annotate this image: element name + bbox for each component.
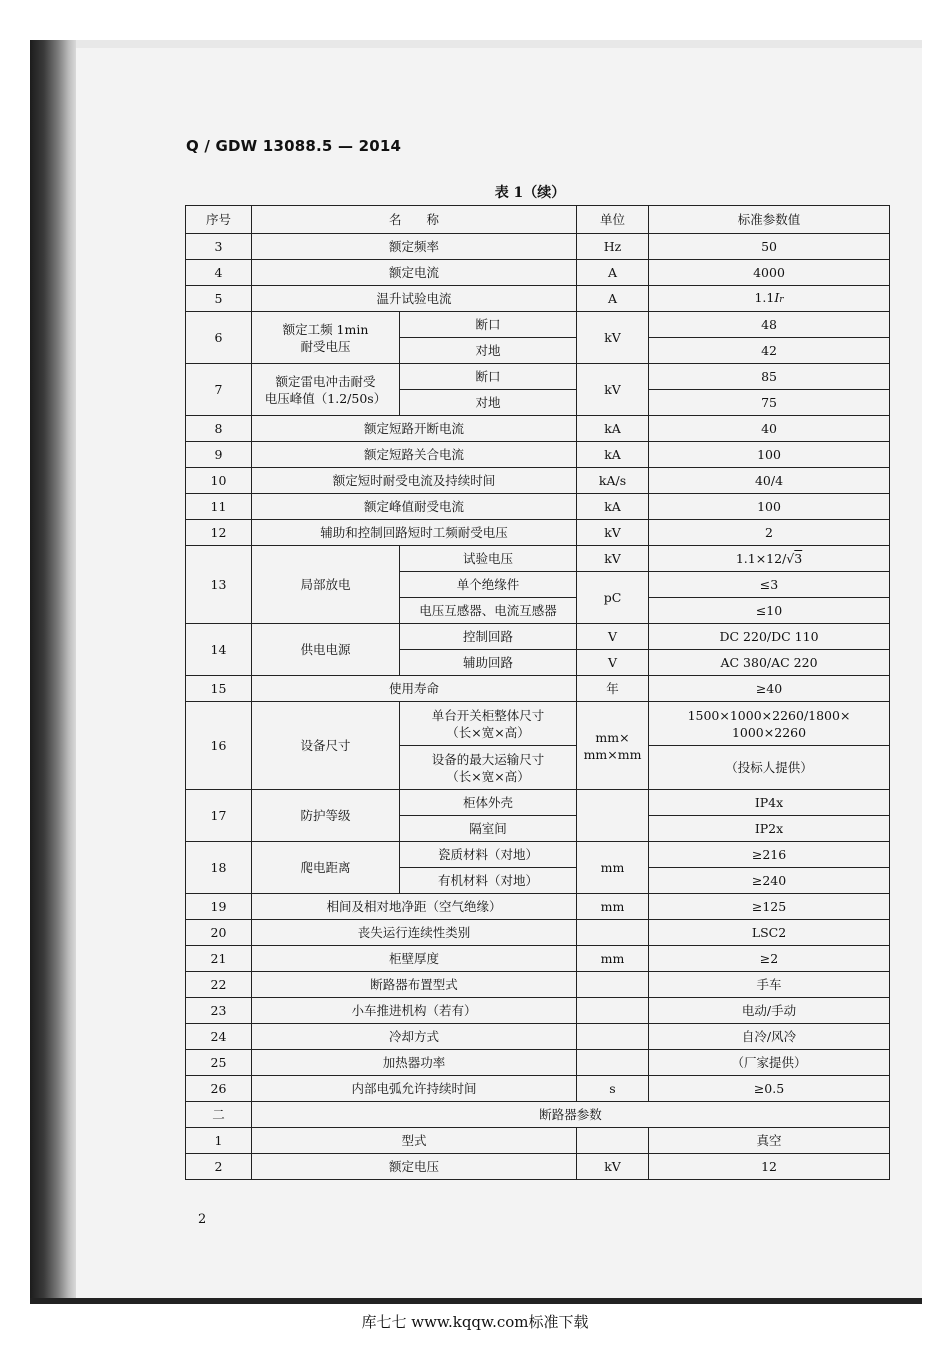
cell-value [649, 546, 890, 572]
sqrt-sign: √ [786, 551, 795, 566]
cell-name: 设备尺寸 [252, 702, 400, 790]
value-subscript: r [779, 294, 784, 305]
cell-value: ≥40 [649, 676, 890, 702]
cell-seq: 20 [186, 920, 252, 946]
cell-seq: 3 [186, 234, 252, 260]
cell-name: 丧失运行连续性类别 [252, 920, 577, 946]
subname-line: 设备的最大运输尺寸 [431, 751, 545, 767]
table-row [186, 624, 890, 650]
cell-name: 爬电距离 [252, 842, 400, 894]
cell-name: 额定峰值耐受电流 [252, 494, 577, 520]
cell-name: 额定频率 [252, 234, 577, 260]
cell-subname: 控制回路 [400, 624, 577, 650]
cell-seq: 2 [186, 1154, 252, 1180]
table-row [186, 998, 890, 1024]
name-line: 额定工频 1min [282, 321, 369, 337]
cell-seq: 21 [186, 946, 252, 972]
cell-name: 内部电弧允许持续时间 [252, 1076, 577, 1102]
cell-seq: 10 [186, 468, 252, 494]
name-line: 额定雷电冲击耐受 [275, 373, 376, 389]
cell-name: 额定短时耐受电流及持续时间 [252, 468, 577, 494]
table-header-row [186, 206, 890, 234]
cell-seq: 9 [186, 442, 252, 468]
cell-subname: 辅助回路 [400, 650, 577, 676]
cell-seq: 16 [186, 702, 252, 790]
cell-seq: 11 [186, 494, 252, 520]
sqrt-radicand: 3 [794, 551, 803, 566]
cell-value: （厂家提供） [649, 1050, 890, 1076]
value-text: 1.1×12/ [735, 551, 787, 566]
cell-seq: 12 [186, 520, 252, 546]
cell-subname: 对地 [400, 390, 577, 416]
cell-value: 4000 [649, 260, 890, 286]
cell-name: 额定短路关合电流 [252, 442, 577, 468]
cell-name: 额定短路开断电流 [252, 416, 577, 442]
cell-unit: kV [577, 1154, 649, 1180]
section-row [186, 1102, 890, 1128]
cell-name [252, 312, 400, 364]
cell-value: 48 [649, 312, 890, 338]
cell-unit: kA/s [577, 468, 649, 494]
cell-unit: kV [577, 364, 649, 416]
cell-subname: 柜体外壳 [400, 790, 577, 816]
cell-unit [577, 702, 649, 790]
cell-value: （投标人提供） [649, 746, 890, 790]
cell-seq: 15 [186, 676, 252, 702]
cell-value: ≤10 [649, 598, 890, 624]
subname-line: （长×宽×高） [446, 768, 530, 784]
cell-subname: 隔室间 [400, 816, 577, 842]
cell-subname: 断口 [400, 364, 577, 390]
table-caption [0, 182, 950, 202]
standard-code: Q / GDW 13088.5 — 2014 [186, 137, 402, 155]
table-row [186, 234, 890, 260]
table-row [186, 1050, 890, 1076]
col-name: 名 称 [252, 206, 577, 234]
cell-unit: s [577, 1076, 649, 1102]
table-row [186, 442, 890, 468]
cell-value: 真空 [649, 1128, 890, 1154]
table-row [186, 790, 890, 816]
cell-name: 断路器布置型式 [252, 972, 577, 998]
cell-name: 供电电源 [252, 624, 400, 676]
cell-value: 100 [649, 494, 890, 520]
cell-unit: pC [577, 572, 649, 624]
cell-value [649, 702, 890, 746]
cell-seq: 4 [186, 260, 252, 286]
cell-seq: 1 [186, 1128, 252, 1154]
cell-value: 50 [649, 234, 890, 260]
table-row [186, 312, 890, 338]
cell-name: 额定电流 [252, 260, 577, 286]
cell-value: 12 [649, 1154, 890, 1180]
table-row [186, 894, 890, 920]
cell-unit [577, 1050, 649, 1076]
cell-subname: 对地 [400, 338, 577, 364]
cell-name: 使用寿命 [252, 676, 577, 702]
cell-seq: 22 [186, 972, 252, 998]
section-title: 断路器参数 [252, 1102, 890, 1128]
footer-text: 库七七 www.kqqw.com标准下载 [361, 1313, 589, 1331]
cell-subname: 瓷质材料（对地） [400, 842, 577, 868]
cell-unit: Hz [577, 234, 649, 260]
cell-value: ≥240 [649, 868, 890, 894]
cell-value: IP2x [649, 816, 890, 842]
cell-value: ≥0.5 [649, 1076, 890, 1102]
cell-seq: 23 [186, 998, 252, 1024]
cell-value: 100 [649, 442, 890, 468]
cell-unit [577, 1128, 649, 1154]
table-row [186, 286, 890, 312]
unit-line: mm×mm [583, 746, 642, 762]
cell-unit: kA [577, 442, 649, 468]
cell-value: DC 220/DC 110 [649, 624, 890, 650]
cell-seq: 13 [186, 546, 252, 624]
table-row [186, 842, 890, 868]
value-line: 1500×1000×2260/1800× [687, 707, 851, 723]
cell-value: AC 380/AC 220 [649, 650, 890, 676]
page-bottom-edge [30, 1298, 922, 1304]
cell-unit: kA [577, 416, 649, 442]
cell-value: ≥216 [649, 842, 890, 868]
cell-subname [400, 746, 577, 790]
cell-seq: 二 [186, 1102, 252, 1128]
cell-unit [577, 790, 649, 842]
cell-seq: 17 [186, 790, 252, 842]
cell-name: 额定电压 [252, 1154, 577, 1180]
table-row [186, 1024, 890, 1050]
cell-value: 电动/手动 [649, 998, 890, 1024]
cell-seq: 6 [186, 312, 252, 364]
cell-unit [577, 972, 649, 998]
table-row [186, 946, 890, 972]
cell-unit: mm [577, 946, 649, 972]
cell-name: 小车推进机构（若有） [252, 998, 577, 1024]
cell-subname: 有机材料（对地） [400, 868, 577, 894]
table-row [186, 468, 890, 494]
value-line: 1000×2260 [731, 724, 807, 740]
book-spine-shadow [30, 40, 76, 1302]
cell-unit: A [577, 260, 649, 286]
col-unit: 单位 [577, 206, 649, 234]
cell-name: 冷却方式 [252, 1024, 577, 1050]
cell-subname: 单个绝缘件 [400, 572, 577, 598]
cell-unit: mm [577, 842, 649, 894]
cell-unit: kV [577, 520, 649, 546]
col-value: 标准参数值 [649, 206, 890, 234]
cell-value: ≥2 [649, 946, 890, 972]
cell-value: 85 [649, 364, 890, 390]
table-row [186, 1128, 890, 1154]
spec-table [185, 205, 890, 1180]
footer-watermark [0, 1311, 950, 1332]
cell-unit [577, 998, 649, 1024]
cell-value: 40 [649, 416, 890, 442]
table-row [186, 676, 890, 702]
name-line: 电压峰值（1.2/50s） [264, 390, 387, 406]
table-row [186, 546, 890, 572]
cell-unit: kV [577, 546, 649, 572]
cell-seq: 24 [186, 1024, 252, 1050]
cell-unit: A [577, 286, 649, 312]
cell-value: IP4x [649, 790, 890, 816]
subname-line: 单台开关柜整体尺寸 [431, 707, 545, 723]
cell-seq: 18 [186, 842, 252, 894]
table-row [186, 1076, 890, 1102]
cell-name: 防护等级 [252, 790, 400, 842]
cell-seq: 25 [186, 1050, 252, 1076]
table-row [186, 260, 890, 286]
cell-unit [577, 920, 649, 946]
cell-value: 2 [649, 520, 890, 546]
cell-name: 辅助和控制回路短时工频耐受电压 [252, 520, 577, 546]
table-row [186, 364, 890, 390]
cell-unit: mm [577, 894, 649, 920]
cell-unit: V [577, 650, 649, 676]
cell-value: 40/4 [649, 468, 890, 494]
cell-unit: V [577, 624, 649, 650]
cell-subname: 电压互感器、电流互感器 [400, 598, 577, 624]
cell-value: 75 [649, 390, 890, 416]
cell-seq: 8 [186, 416, 252, 442]
cell-name: 柜壁厚度 [252, 946, 577, 972]
table-row [186, 494, 890, 520]
cell-name: 温升试验电流 [252, 286, 577, 312]
cell-value: 42 [649, 338, 890, 364]
table-row [186, 520, 890, 546]
subname-line: （长×宽×高） [446, 724, 530, 740]
cell-name: 加热器功率 [252, 1050, 577, 1076]
page-number: 2 [198, 1212, 207, 1227]
cell-subname: 试验电压 [400, 546, 577, 572]
name-line: 耐受电压 [300, 338, 351, 354]
table-title: 表 1（续） [494, 185, 566, 201]
cell-seq: 14 [186, 624, 252, 676]
cell-name [252, 364, 400, 416]
cell-seq: 7 [186, 364, 252, 416]
cell-seq: 26 [186, 1076, 252, 1102]
cell-name: 局部放电 [252, 546, 400, 624]
cell-unit: kA [577, 494, 649, 520]
cell-value: LSC2 [649, 920, 890, 946]
cell-value: ≤3 [649, 572, 890, 598]
table-row [186, 416, 890, 442]
cell-value [649, 286, 890, 312]
cell-name: 相间及相对地净距（空气绝缘） [252, 894, 577, 920]
value-symbol: I [774, 289, 780, 305]
cell-value: 自冷/风冷 [649, 1024, 890, 1050]
cell-unit: 年 [577, 676, 649, 702]
cell-name: 型式 [252, 1128, 577, 1154]
cell-unit: kV [577, 312, 649, 364]
table-row [186, 702, 890, 746]
table-row [186, 920, 890, 946]
cell-value: ≥125 [649, 894, 890, 920]
table-row [186, 972, 890, 998]
unit-line: mm× [595, 729, 630, 745]
col-seq: 序号 [186, 206, 252, 234]
cell-unit [577, 1024, 649, 1050]
cell-subname: 断口 [400, 312, 577, 338]
table-row [186, 1154, 890, 1180]
value-number: 1.1 [754, 289, 775, 305]
cell-seq: 5 [186, 286, 252, 312]
cell-subname [400, 702, 577, 746]
cell-seq: 19 [186, 894, 252, 920]
cell-value: 手车 [649, 972, 890, 998]
